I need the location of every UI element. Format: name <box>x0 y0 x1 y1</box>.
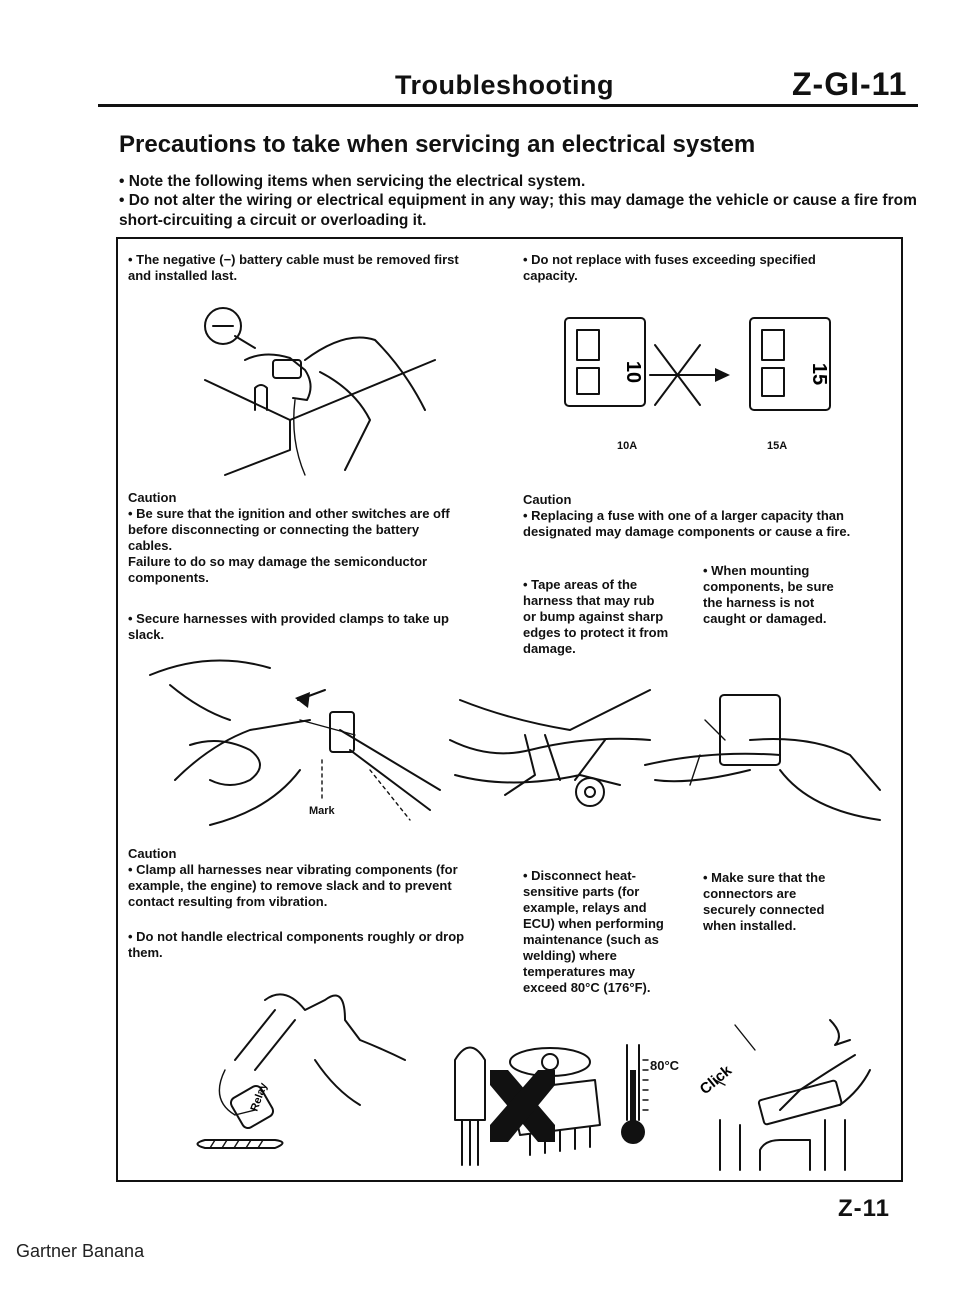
harness-clamp-note: • Secure harnesses with provided clamps to take up slack. <box>128 611 449 642</box>
page-number: Z-11 <box>838 1195 891 1222</box>
heat-sensitive-note: • Disconnect heat- sensitive parts (for example, relays and ECU) when performing maintenance (such as welding) where temperatures may exceed 80°C (176°F). <box>523 868 664 995</box>
fuse-label-10a: 10A <box>617 440 638 452</box>
clamp-caution-text: • Clamp all harnesses near vibrating components (for example, the engine) to remove slack and to prevent contact resulting from vibration. <box>128 862 458 909</box>
section-title: Precautions to take when servicing an electrical system <box>119 131 756 158</box>
connector-click-illustration <box>680 1010 890 1170</box>
battery-cable-note: • The negative (−) battery cable must be removed first and installed last. <box>128 252 459 283</box>
harness-clamp-illustration <box>150 650 450 830</box>
click-label: Click <box>696 1061 736 1099</box>
mounting-harness-note: • When mounting components, be sure the harness is not caught or damaged. <box>703 563 834 626</box>
fuse-caution-label: Caution <box>523 492 572 507</box>
battery-caution-text: • Be sure that the ignition and other switches are off before disconnecting or connecting the battery cables. Failure to do so may damage the semiconductor components. <box>128 506 450 585</box>
thermometer-icon <box>615 1040 655 1150</box>
fuse-caution-text: • Replacing a fuse with one of a larger capacity than designated may damage components or cause a fire. <box>523 508 851 539</box>
handle-components-note: • Do not handle electrical components roughly or drop them. <box>128 929 465 960</box>
tape-harness-note: • Tape areas of the harness that may rub or bump against sharp edges to protect it from damage. <box>523 577 669 656</box>
fuse-label-15a: 15A <box>767 440 788 452</box>
intro-item: • Do not alter the wiring or electrical equipment in any way; this may damage the vehicle or cause a fire from short-circuiting a circuit or overloading it. <box>119 192 917 229</box>
battery-cable-illustration <box>195 300 435 475</box>
fuse-comparison-illustration <box>555 310 855 425</box>
header-page-code: Z-GI-11 <box>792 66 908 102</box>
heat-parts-illustration <box>450 1030 620 1170</box>
fuse-value-15: 15 <box>808 362 830 386</box>
battery-caution-label: Caution <box>128 490 177 505</box>
clamp-caution-label: Caution <box>128 846 177 861</box>
fuse-value-10: 10 <box>622 360 644 384</box>
relay-label: Relay <box>248 1081 270 1114</box>
mark-label: Mark <box>309 805 335 817</box>
connectors-secure-note: • Make sure that the connectors are securely connected when installed. <box>703 870 826 933</box>
fuse-capacity-note: • Do not replace with fuses exceeding specified capacity. <box>523 252 816 283</box>
relay-drop-illustration <box>195 980 405 1165</box>
temperature-label: 80°C <box>650 1058 680 1073</box>
intro-item: • Note the following items when servicing the electrical system. <box>119 173 586 190</box>
header-rule <box>98 104 918 107</box>
watermark-text: Gartner Banana <box>16 1241 145 1261</box>
harness-protection-illustration <box>450 680 900 830</box>
header-title: Troubleshooting <box>395 70 614 100</box>
